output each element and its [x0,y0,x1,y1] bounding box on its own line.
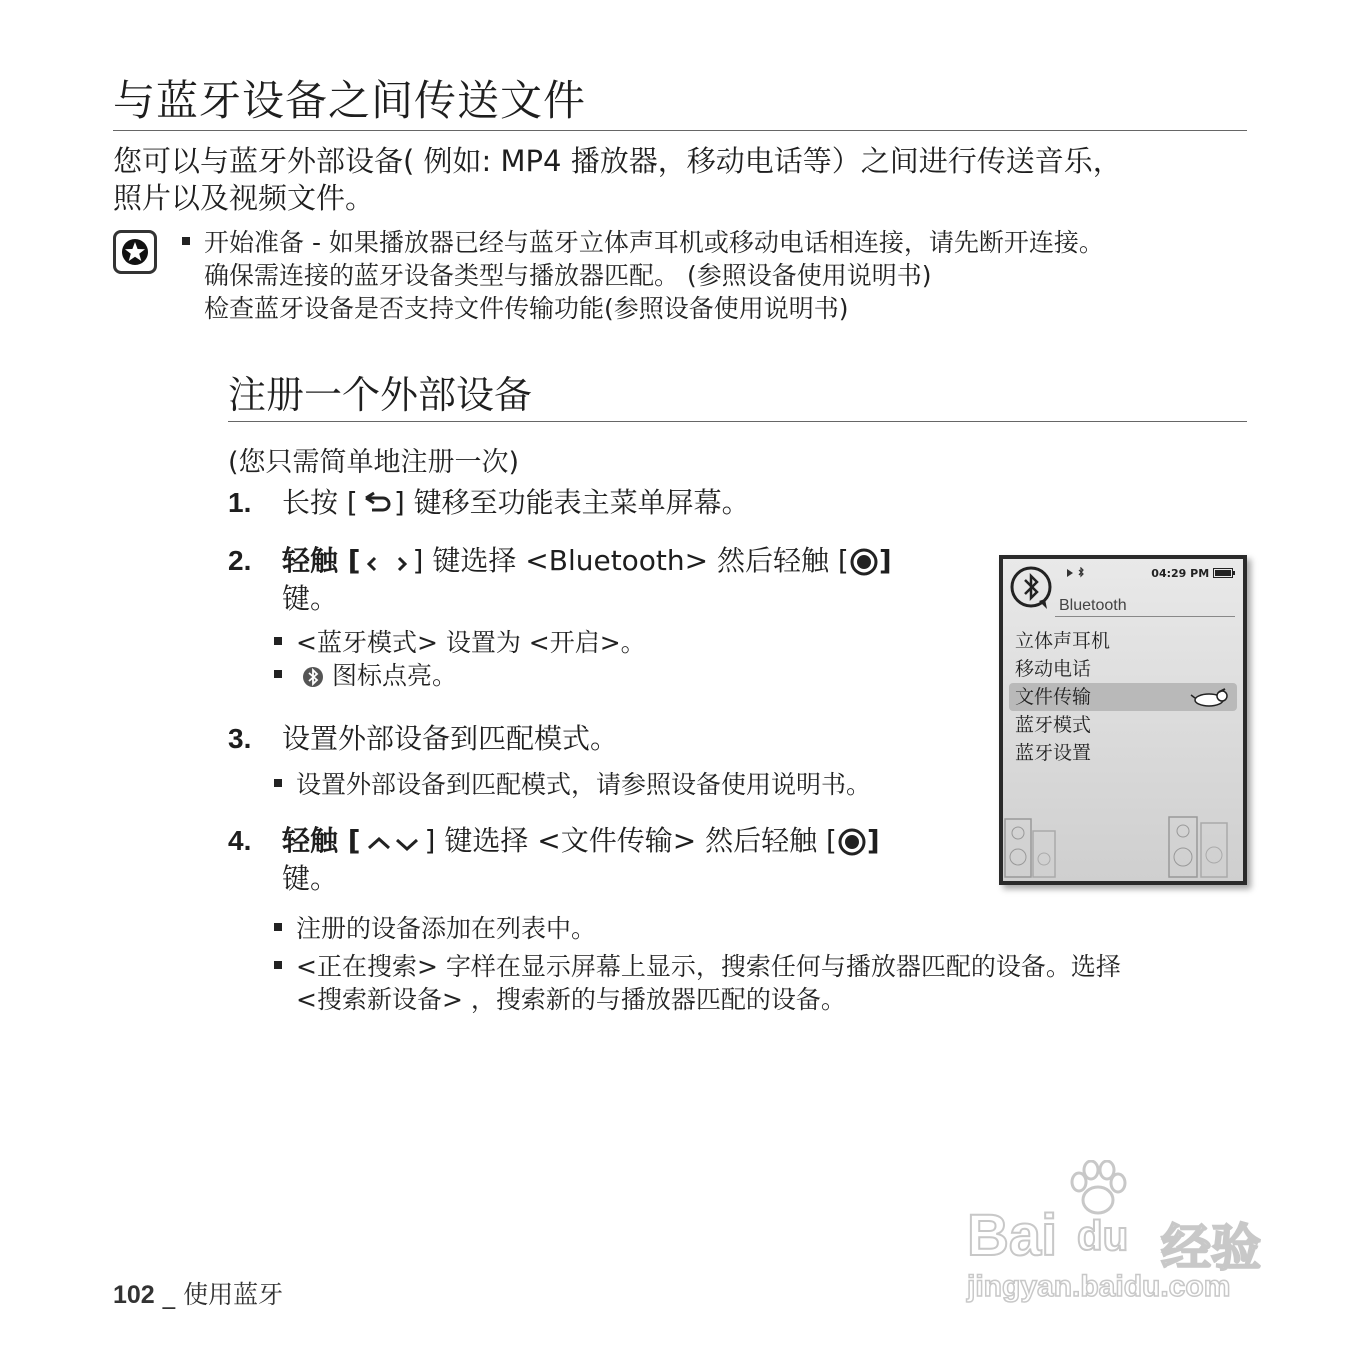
section-note: (您只需简单地注册一次) [228,447,520,478]
dog-cursor-icon [1189,687,1229,709]
step-4-sub-1 [274,912,596,945]
back-key-icon [358,490,394,516]
step-text-line2: 键。 [282,582,339,615]
sub-text: 设置外部设备到匹配模式，请参照设备使用说明书。 [296,770,872,799]
select-key-icon [837,827,867,857]
step-4-sub-2 [274,950,1121,983]
page-footer [113,1275,283,1311]
paw-logo-icon [1067,1160,1129,1218]
device-menu-item[interactable]: 蓝牙模式 [1015,714,1092,736]
watermark-brand: Bai [967,1203,1058,1268]
left-right-key-icon [361,550,413,576]
step-text-mid: ] 键选择 <文件传输> 然后轻触 [ [424,824,837,857]
device-menu-item-selected[interactable] [1009,683,1237,711]
step-text: 设置外部设备到匹配模式。 [282,722,619,755]
watermark-url: jingyan.baidu.com [967,1270,1231,1303]
bullet-icon [274,779,282,787]
step-text-post: ] [878,544,892,577]
intro-paragraph [113,143,1243,217]
device-clock [1151,567,1235,580]
step-2-sub-1 [274,626,646,659]
title-divider [113,130,1247,131]
intro-line-1: 您可以与蓝牙外部设备( 例如: MP4 播放器，移动电话等）之间进行传送音乐， [113,144,1122,178]
step-number: 4. [228,825,252,856]
device-menu-label: 文件传输 [1015,686,1092,708]
bullet-icon [182,237,190,245]
page-title: 与蓝牙设备之间传送文件 [113,76,587,125]
step-text-post: ] [866,824,880,857]
device-time: 04:29 PM [1151,567,1210,580]
step-4 [228,822,948,898]
device-menu-item[interactable]: 蓝牙设置 [1015,742,1092,764]
bluetooth-icon [302,665,324,689]
page-number: 102 [113,1281,155,1309]
step-text [282,822,880,898]
step-2-sub-2 [274,659,457,692]
footer-separator: _ [154,1280,184,1309]
note-line-1: 开始准备 - 如果播放器已经与蓝牙立体声耳机或移动电话相连接，请先断开连接。 [204,228,1104,257]
step-number: 2. [228,545,252,576]
device-menu-item[interactable]: 立体声耳机 [1015,630,1111,652]
device-header-divider [1055,616,1235,617]
bluetooth-badge-icon [1009,565,1059,615]
device-screen [999,555,1247,885]
footer-label: 使用蓝牙 [183,1280,284,1309]
section-title: 注册一个外部设备 [228,373,533,417]
select-key-icon [849,547,879,577]
note-line-2: 确保需连接的蓝牙设备类型与播放器匹配。 (参照设备使用说明书) [204,261,932,290]
step-2 [228,542,928,618]
step-text [282,542,892,618]
device-menu [1003,627,1243,767]
step-number: 1. [228,487,252,518]
bullet-icon [274,670,282,678]
note-item [182,226,1104,259]
step-text-post: ] 键移至功能表主菜单屏幕。 [393,486,750,519]
battery-icon [1213,568,1235,578]
play-status-icon [1065,567,1095,579]
bullet-icon [274,961,282,969]
step-1 [228,484,750,522]
sub-text: <正在搜索> 字样在显示屏幕上显示，搜索任何与播放器匹配的设备。选择 [296,952,1121,981]
bullet-icon [274,923,282,931]
baidu-jingyan-watermark [965,1160,1285,1310]
watermark-brand-du: du [1077,1212,1129,1259]
device-menu-item[interactable]: 移动电话 [1015,658,1092,680]
intro-line-2: 照片以及视频文件。 [113,181,375,215]
bullet-icon [274,637,282,645]
up-down-key-icon [361,830,425,856]
step-number: 3. [228,723,252,754]
speaker-background-graphic [1003,811,1243,881]
sub-text: 注册的设备添加在列表中。 [296,914,597,943]
section-divider [228,421,1247,422]
step-text-pre: 轻触 [ [282,544,361,577]
step-3-sub-1 [274,768,871,801]
step-text-line2: 键。 [282,862,339,895]
step-text-mid: ] 键选择 <Bluetooth> 然后轻触 [ [412,544,849,577]
step-text [282,484,750,522]
sub-text: <蓝牙模式> 设置为 <开启>。 [296,628,646,657]
step-text-pre: 轻触 [ [282,824,361,857]
sub-text: 图标点亮。 [332,661,458,690]
preparation-notes [182,226,1104,325]
step-4-sub-2-cont: <搜索新设备> ，搜索新的与播放器匹配的设备。 [296,985,846,1014]
step-3 [228,720,618,758]
note-line-3: 检查蓝牙设备是否支持文件传输功能(参照设备使用说明书) [204,294,849,323]
watermark-brand-cn: 经验 [1161,1220,1261,1276]
step-text-pre: 长按 [ [282,486,358,519]
note-star-icon [113,230,157,274]
device-header: Bluetooth [1059,597,1127,614]
